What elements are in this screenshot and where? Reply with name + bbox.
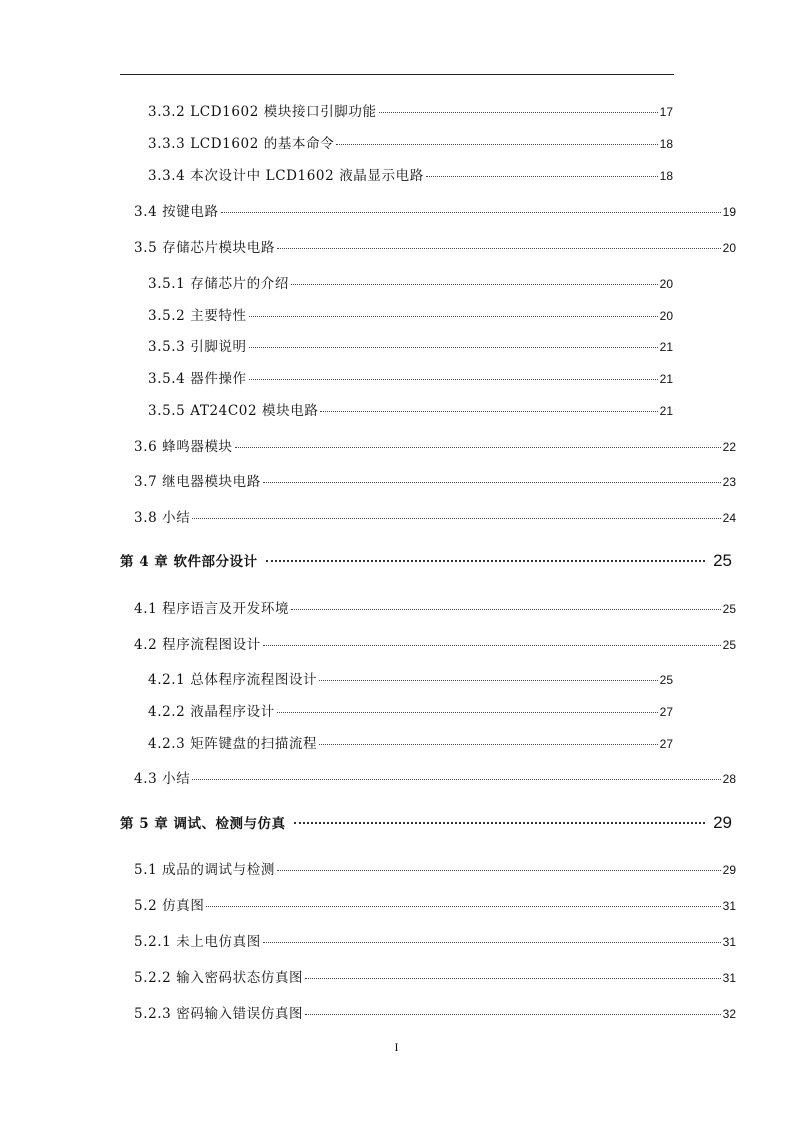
toc-entry-page: 32 <box>722 1007 736 1021</box>
toc-entry[interactable] <box>148 367 673 387</box>
dot-leader <box>291 608 721 610</box>
toc-entry[interactable] <box>148 304 673 324</box>
toc-entry[interactable] <box>134 470 736 490</box>
dot-leader <box>277 711 658 713</box>
toc-entry-page: 21 <box>659 404 673 418</box>
toc-entry-label: 5.1 成品的调试与检测 <box>134 862 275 878</box>
toc-entry-page: 31 <box>722 935 736 949</box>
toc-entry[interactable] <box>148 732 673 752</box>
toc-entry-page: 27 <box>659 737 673 751</box>
toc-entry-label: 3.5.4 器件操作 <box>148 371 247 387</box>
toc-entry-label: 5.2.3 密码输入错误仿真图 <box>134 1006 304 1022</box>
toc-entry[interactable] <box>134 767 736 787</box>
toc-entry[interactable] <box>148 335 673 355</box>
toc-entry-label: 3.5.3 引脚说明 <box>148 339 247 355</box>
dot-leader <box>320 410 657 412</box>
toc-entry-page: 28 <box>722 772 736 786</box>
toc-entry-label: 3.4 按键电路 <box>134 204 219 220</box>
dot-leader <box>319 743 657 745</box>
toc-entry[interactable] <box>148 100 673 120</box>
toc-entry-page: 29 <box>722 863 736 877</box>
toc-entry[interactable] <box>134 894 736 914</box>
toc-entry[interactable] <box>148 272 673 292</box>
toc-entry-label: 4.2.3 矩阵键盘的扫描流程 <box>148 736 318 752</box>
toc-entry-page: 21 <box>659 372 673 386</box>
toc-entry[interactable] <box>148 700 673 720</box>
dot-leader <box>277 869 721 871</box>
toc-entry-page: 23 <box>722 475 736 489</box>
toc-entry-label: 3.3.4 本次设计中 LCD1602 液晶显示电路 <box>148 168 424 184</box>
toc-entry-label: 3.3.3 LCD1602 的基本命令 <box>148 136 335 152</box>
dot-leader <box>426 175 658 177</box>
toc-chapter-entry[interactable] <box>120 812 732 833</box>
dot-leader <box>263 481 721 483</box>
toc-entry-page: 25 <box>722 638 736 652</box>
dot-leader <box>263 941 721 943</box>
dot-leader <box>192 517 720 519</box>
dot-leader <box>263 644 721 646</box>
toc-entry[interactable] <box>148 132 673 152</box>
toc-entry-page: 20 <box>659 309 673 323</box>
toc-entry[interactable] <box>134 1002 736 1022</box>
toc-entry-page: 31 <box>722 971 736 985</box>
toc-entry-page: 25 <box>722 602 736 616</box>
toc-entry-label: 3.5.5 AT24C02 模块电路 <box>148 403 319 419</box>
toc-entry-label: 4.3 小结 <box>134 771 191 787</box>
toc-entry[interactable] <box>134 966 736 986</box>
dot-leader <box>305 1013 720 1015</box>
toc-entry[interactable] <box>148 399 673 419</box>
toc-entry-page: 27 <box>659 705 673 719</box>
toc-chapter-entry[interactable] <box>120 550 732 571</box>
toc-entry[interactable] <box>134 236 736 256</box>
toc-entry-label: 4.2.1 总体程序流程图设计 <box>148 672 318 688</box>
dot-leader <box>379 111 658 113</box>
footer-page-number: I <box>394 1040 399 1054</box>
toc-entry[interactable] <box>134 858 736 878</box>
toc-entry[interactable] <box>134 633 736 653</box>
toc-entry-label: 4.2 程序流程图设计 <box>134 637 261 653</box>
toc-chapter-page: 29 <box>713 813 732 832</box>
dot-leader <box>305 977 720 979</box>
dot-leader <box>294 821 706 824</box>
toc-chapter-label: 第 5 章 调试、检测与仿真 <box>120 816 286 832</box>
dot-leader <box>249 378 658 380</box>
toc-entry[interactable] <box>148 164 673 184</box>
toc-entry-page: 20 <box>659 277 673 291</box>
toc-entry-page: 18 <box>659 169 673 183</box>
dot-leader <box>249 315 658 317</box>
toc-entry-page: 24 <box>722 511 736 525</box>
toc-entry-page: 31 <box>722 899 736 913</box>
toc-entry-page: 25 <box>659 673 673 687</box>
toc-entry-label: 5.2.1 未上电仿真图 <box>134 934 261 950</box>
dot-leader <box>235 446 721 448</box>
toc-entry-label: 3.8 小结 <box>134 510 191 526</box>
toc-entry-label: 3.5.1 存储芯片的介绍 <box>148 276 289 292</box>
toc-entry-page: 18 <box>659 137 673 151</box>
toc-entry[interactable] <box>134 597 736 617</box>
toc-entry-label: 3.5 存储芯片模块电路 <box>134 240 275 256</box>
toc-entry[interactable] <box>134 200 736 220</box>
toc-entry-page: 19 <box>722 205 736 219</box>
dot-leader <box>336 143 657 145</box>
dot-leader <box>206 905 720 907</box>
toc-entry-label: 3.3.2 LCD1602 模块接口引脚功能 <box>148 104 377 120</box>
toc-entry-label: 3.5.2 主要特性 <box>148 308 247 324</box>
toc-entry-page: 17 <box>659 105 673 119</box>
toc-chapter-label: 第 4 章 软件部分设计 <box>120 554 258 570</box>
toc-entry-label: 4.2.2 液晶程序设计 <box>148 704 275 720</box>
toc-entry-label: 3.6 蜂鸣器模块 <box>134 439 233 455</box>
toc-entry-page: 21 <box>659 340 673 354</box>
dot-leader <box>319 679 657 681</box>
toc-entry[interactable] <box>134 930 736 950</box>
dot-leader <box>192 778 720 780</box>
dot-leader <box>221 211 721 213</box>
toc-chapter-page: 25 <box>713 551 732 570</box>
dot-leader <box>266 559 706 562</box>
dot-leader <box>291 283 658 285</box>
dot-leader <box>249 346 658 348</box>
toc-entry[interactable] <box>134 435 736 455</box>
toc-entry-page: 20 <box>722 241 736 255</box>
dot-leader <box>277 247 721 249</box>
toc-entry-page: 22 <box>722 440 736 454</box>
toc-entry-label: 4.1 程序语言及开发环境 <box>134 601 290 617</box>
toc-entry-label: 5.2.2 输入密码状态仿真图 <box>134 970 304 986</box>
toc-entry[interactable] <box>148 668 673 688</box>
toc-entry-label: 3.7 继电器模块电路 <box>134 474 261 490</box>
toc-entry[interactable] <box>134 506 736 526</box>
toc-entry-label: 5.2 仿真图 <box>134 898 205 914</box>
